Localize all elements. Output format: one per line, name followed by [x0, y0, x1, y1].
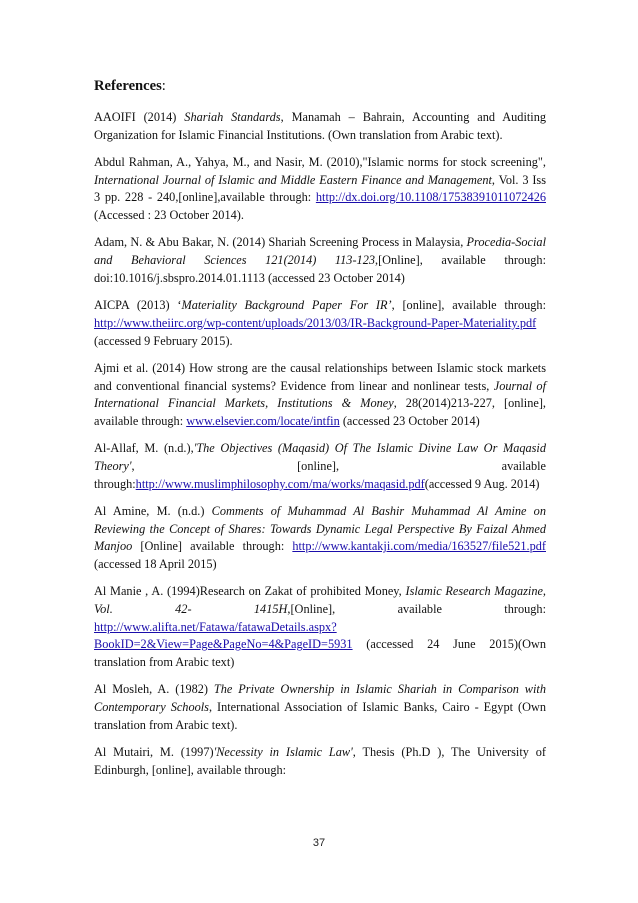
reference-text: (accessed 18 April 2015) [94, 557, 217, 572]
reference-entry [94, 360, 546, 431]
reference-text: (accessed 24 June 2015)(Own translation from Arabic text) [94, 637, 546, 670]
reference-entry [94, 440, 546, 493]
reference-text: AICPA (2013) ‘ [94, 298, 182, 313]
reference-text: , International Association of Islamic Banks, Cairo - Egypt (Own translation from Arabic text). [94, 700, 546, 732]
reference-text: (accessed 9 February 2015). [94, 333, 233, 348]
reference-link[interactable]: http://dx.doi.org/10.1108/17538391011072426 [315, 190, 546, 205]
reference-text: (Accessed : 23 October 2014). [94, 208, 244, 223]
reference-link[interactable]: http://www.theiirc.org/wp-content/uploads/2013/03/IR-Background-Paper-Materiality.pdf [94, 315, 537, 330]
reference-text: , Thesis (Ph.D ), The University of Edinburgh, [online], available through: [94, 745, 546, 777]
reference-link[interactable]: http://www.kantakji.com/media/163527/file521.pdf [292, 539, 546, 554]
reference-text: , [online], available through: [391, 298, 546, 313]
references-heading-colon: : [161, 78, 166, 94]
reference-italic-text: 'The Objectives (Maqasid) Of The Islamic Divine Law Or Maqasid Theory' [94, 441, 547, 473]
reference-italic-text: International Journal of Islamic and Middle Eastern Finance and Management [94, 172, 492, 187]
reference-text: Al Amine, M. (n.d.) [94, 503, 212, 518]
page-number: 37 [312, 837, 326, 849]
reference-text: Abdul Rahman, A., Yahya, M., and Nasir, M. (2010),"Islamic norms for stock screening", [94, 155, 546, 169]
reference-italic-text: Shariah Standards [184, 110, 281, 124]
reference-entry [94, 109, 546, 144]
reference-text: , Manamah – Bahrain, Accounting and Auditing Organization for Islamic Financial Institutions. (Own translation from Arabic text). [94, 110, 546, 142]
reference-text: ,[Online], available through: doi:10.1016/j.sbspro.2014.01.1113 (accessed 23 October 2014) [94, 253, 546, 285]
reference-text: Adam, N. & Abu Bakar, N. (2014) Shariah Screening Process in Malaysia, [94, 235, 467, 250]
reference-text: Ajmi et al. (2014) How strong are the causal relationships between Islamic stock markets and conventional financial systems? Evidence from linear and nonlinear tests, [94, 360, 546, 393]
reference-text: Al-Allaf, M. (n.d.), [94, 441, 194, 456]
reference-italic-text: Islamic Research Magazine, Vol. 42- 1415H [94, 584, 547, 617]
reference-text: AAOIFI (2014) [94, 110, 185, 124]
reference-italic-text: Materiality Background Paper For IR’ [181, 298, 392, 313]
reference-entry [94, 583, 546, 672]
reference-text: , [online], available through: [94, 458, 546, 491]
references-heading-text: References [94, 78, 162, 94]
reference-link[interactable]: http://www.muslimphilosophy.com/ma/works/maqasid.pdf [135, 476, 425, 491]
document-page [94, 78, 546, 789]
reference-text: ,[Online], available through: [287, 602, 546, 617]
reference-link[interactable]: www.elsevier.com/locate/intfin [186, 413, 340, 428]
reference-entry [94, 297, 546, 350]
references-heading [94, 78, 546, 95]
reference-text: Al Manie , A. (1994)Research on Zakat of prohibited Money, [94, 584, 406, 599]
reference-link[interactable]: http://www.alifta.net/Fatawa/fatawaDetails.aspx?BookID=2&View=Page&PageNo=4&PageID=5931 [94, 619, 353, 652]
reference-italic-text: 'Necessity in Islamic Law' [213, 745, 353, 760]
reference-text: , Vol. 3 Iss 3 pp. 228 - 240,[online],available through: [94, 172, 546, 205]
reference-entry [94, 681, 546, 734]
reference-text: [Online] available through: [132, 539, 293, 554]
reference-entry [94, 234, 546, 287]
reference-text: Al Mosleh, A. (1982) [94, 682, 214, 697]
reference-italic-text: Comments of Muhammad Al Bashir Muhammad Al Amine on Reviewing the Concept of Shares: Towards Dynamic Legal Perspective By Faizal Ahmed Manjoo [94, 503, 546, 554]
reference-text: (accessed 23 October 2014) [339, 413, 480, 428]
reference-entry [94, 503, 546, 574]
reference-text: (accessed 9 Aug. 2014) [424, 476, 540, 491]
reference-text: Al Mutairi, M. (1997) [94, 745, 214, 760]
reference-italic-text: The Private Ownership in Islamic Shariah in Comparison with Contemporary Schools [94, 682, 546, 715]
reference-italic-text: Procedia-Social and Behavioral Sciences 121(2014) 113-123 [94, 235, 546, 268]
reference-italic-text: Journal of International Financial Markets, Institutions & Money [94, 378, 546, 411]
reference-text: , 28(2014)213-227, [online], available through: [94, 396, 546, 428]
reference-entry [94, 744, 546, 779]
reference-list [94, 109, 546, 780]
reference-entry [94, 154, 546, 225]
